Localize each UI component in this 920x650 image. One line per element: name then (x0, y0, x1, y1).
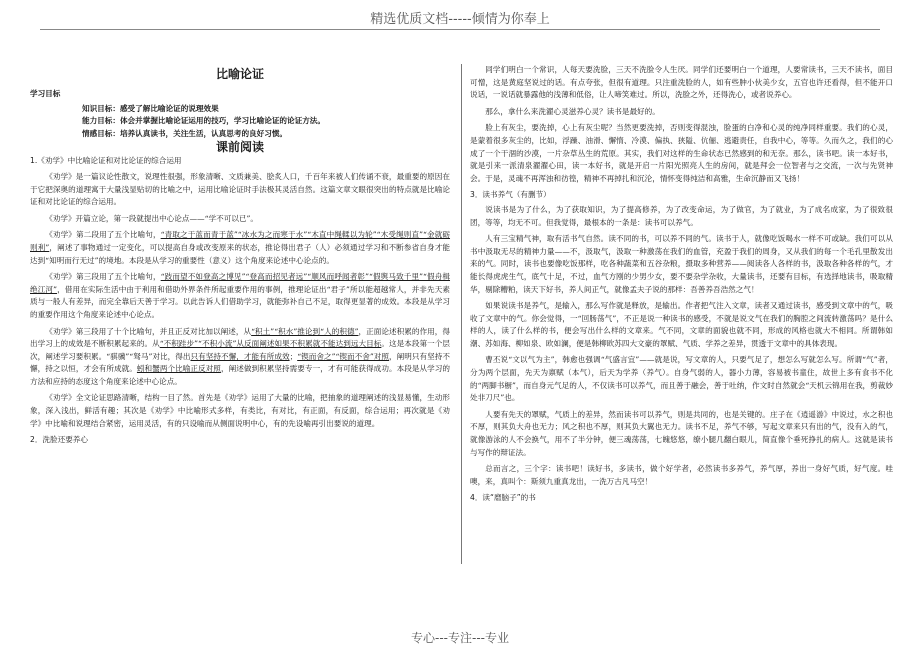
underlined-text: “青取之于蓝而青于蓝”“冰水为之而寒于水”“木直中绳輮以为轮”“木受绳则直”“金就砺则利” (30, 230, 451, 252)
preread-title: 课前阅读 (215, 140, 264, 155)
paragraph: 《劝学》开篇立论，第一段就提出中心论点——“学不可以已”。 (45, 213, 258, 223)
section-4-heading: 4．读“磨脑子”的书 (470, 493, 536, 503)
underlined-text: “不积跬步”“不积小流”从反面阐述如果不积累就不能达到远大目标 (159, 339, 382, 349)
paragraph: 总而言之，三个字：读书吧！读好书，多读书，做个好学者，必然读书多养气，养气厚，养出一身好气质，好气度。哇噢，来，真叫个：斯须九重真龙出，一洗万古凡马空！ (470, 464, 893, 486)
column-divider (461, 64, 462, 564)
paragraph: 《劝学》第三段用了十个比喻句，并且正反对比加以阐述，从“积土”“积水”推论到“人的积德”，正面论述积累的作用，得出学习上的成效是不断积累起来的。从“不积跬步”“不积小流”从反面阐述如果不积累就不能达到远大目标。这是本段第一个层次，阐述学习要积累。“骐骥”“驽马”对比，得出只有坚持不懈，才能有所成效；“锲而舍之”“锲而不舍”对照，阐明只有坚持不懈，持之以恒，才会有所成就。蚓和蟹两个比喻正反对照，阐述做到积累坚持需要专一，才有可能获得成功。本段是从学习的方法和应持的态度这个角度来论述中心论点。 (30, 326, 451, 386)
paragraph: 那么，拿什么来洗濯心灵滋养心灵？读书是最好的。 (485, 106, 660, 116)
paragraph: 曹丕说“文以气为主”，韩愈也强调“气盛言宜”——就是说，写文章的人，只要气足了，想怎么写就怎么写。所谓“气”者，分为两个层面，先天为禀赋（本气），后天为学养（养气）。自身气弱的人，器小力薄，容易被书童住，故世上多有食书不化的“两脚书橱”，而自身元气足的人，不仅读书可以养气，而且善于融会，善于吐纳，作文时自然就会“天机云锦用在我，剪裁妙处非刀尺”也。 (470, 355, 893, 403)
underlined-text: 蚓和蟹两个比喻正反对照 (136, 364, 221, 374)
paragraph: 《劝学》全文论证思路清晰，结构一目了然。首先是《劝学》运用了大量的比喻，把抽象的道理阐述的浅显易懂，生动形象，深入浅出，鲜活有趣；其次是《劝学》中比喻形式多样，有类比，有对比，有正面，有反面，综合运用；再次就是《劝学》中比喻和说理结合紧密，运用灵活，有的只设喻而从侧面说明中心，有的先设喻再引出要说的道理。 (30, 393, 450, 428)
objectives-heading: 学习目标 (30, 89, 61, 98)
left-column (30, 64, 450, 449)
page-header: 精选优质文档-----倾情为你奉上 (370, 12, 550, 27)
header-rule (40, 29, 880, 30)
right-column (470, 64, 893, 507)
underlined-text: “跂而望不如登高之博见”“登高而招见者远”“顺风而呼闻者彰”“假舆马致千里”“假舟楫绝江河” (30, 272, 451, 294)
paragraph: 如果说读书是养气，是输入，那么写作就是释放，是输出。作者把气注入文章，读者又通过读书，感受到文章中的气，吸收了文章中的气。你会觉得，一“回肠荡气”，不正是说一种读书的感受，不就是说文气在我们的胸腔之间流转激荡吗？是什么样的人，读了什么样的书，便会写出什么样的文章来。气不同，文章的面貌也就不同，形成的风格也就大不相同。所谓韩如潮、苏如海、柳如泉、欧如澜，便是韩柳欧苏四大文豪的罩赋、气质、学养之差异，贯透于文章中的具体表现。 (470, 301, 893, 348)
page-footer: 专心---专注---专业 (411, 631, 509, 645)
paragraph: 《劝学》第三段用了五个比喻句，“跂而望不如登高之博见”“登高而招见者远”“顺风而呼闻者彰”“假舆马致千里”“假舟楫绝江河”，借用在实际生活中由于利用和借助外界条件所起重要作用的事例，推理论证出“君子”所以能超越常人，并非先天素质与一般人有差异，而完全靠后天善于学习。以此告诉人们借助学习，就能弥补自己不足，取得更显著的成效。本段是从学习的重要作用这个角度来论述中心论点。 (30, 272, 451, 319)
goal-emotion: 情感目标：培养认真读书，关注生活，认真思考的良好习惯。 (82, 128, 288, 138)
section-1-heading: 1.《劝学》中比喻论证和对比论证的综合运用 (30, 156, 182, 166)
paragraph: 脸上有灰尘，要洗掉，心上有灰尘呢？当然更要洗掉，否则变得混浊，脸蛋的白净和心灵的纯净同样重要。我们的心灵，是蒙着很多灰尘的，比如，浮躁、油滑、懈惰、冷漠、偏执、狭隘、伉俪、逃避责任，自我中心，等等。久而久之，我们的心成了一个干涸的沙漠，一片杂草丛生的荒原。其实，我们对这样的生命状态已然感到的和无奈。那么，读书吧。读一本好书，就是引来一派清泉濯濯心田，读一本好书，就是开启一片阳光照亮人生的房间，就是拜会一位智者与之交流，一次与先贤神会。于是，灵魂不再浑浊和彷徨，精神不再掉扎和沉沦，情怀变得纯洁和高雅，生命沉静而又飞扬！ (470, 123, 893, 183)
paragraph: 说读书是为了什么，为了获取知识，为了提高修养，为了改变命运，为了做官，为了就业，为了成名成家，为了很致很团，等等，均无不可。但我觉得，最根本的一条是：读书可以养气。 (470, 204, 893, 227)
paragraph: 《劝学》是一篇议论性散文，说理性很强，形象清晰、文质兼美、脍炙人口，千百年来被人们传诵不衰，最重要的原因在于它把深奥的道理寓于大量浅显贴切的比喻之中，运用比喻论证时手法极其灵活自然。这篇文章文眼很突出的特点就是比喻论证和对比论证的综合运用。 (30, 171, 450, 207)
doc-title: 比喻论证 (215, 67, 264, 81)
underlined-text: 只有坚持不懈，才能有所成效 (190, 351, 290, 361)
goals-list (30, 103, 450, 141)
paragraph: 《劝学》第二段用了五个比喻句，“青取之于蓝而青于蓝”“冰水为之而寒于水”“木直中绳輮以为轮”“木受绳则直”“金就砺则利”，阐述了事物通过一定变化，可以提高自身或改变原来的状态，推论得出君子（人）必须通过学习和不断参省自身才能达到“知明而行无过”的境地。本段是从学习的重要性（意义）这个角度来论述中心论点的。 (30, 230, 451, 265)
underlined-text: “积土”“积水”推论到“人的积德” (251, 326, 359, 336)
section-2-heading: 2．洗脸还要养心 (30, 435, 88, 445)
section-3-heading: 3．读书养气（有删节） (470, 190, 551, 200)
underlined-text: “锲而舍之”“锲而不舍”对照 (297, 351, 390, 361)
paragraph: 人要有先天的罩赋，气质上的差异，然而读书可以养气，则是共同的，也是关键的。庄子在《逍遥游》中说过，水之积也不厚，则其负大舟也无力；风之积也不厚，则其负大翼也无力。读书不足，养气不够，写起文章来只有出的气，没有入的气，就像游泳的人不会换气，用不了半分钟，便三魂荡荡，七魄悠悠，缭小腿几翻白眼儿，简直像个垂死挣扎的病人。这就是读书与写作的辩证法。 (470, 409, 893, 457)
paragraph: 同学们明白一个常识，人每天要洗脸，三天不洗脸令人生厌。同学们还要明白一个道理，人要常读书，三天不读书，面目可憎，这是黄庭坚说过的话。有点夸张，但很有道理。只注重洗脸的人，如有些肿小伙美少女，五官也许还看得，但不能开口说话，一说话就暴露他的浅薄和低俗，让人啼笑难过。所以，洗脸之外，还得洗心，或者说养心。 (470, 65, 893, 100)
paragraph: 人有三宝精气神，取有活书气自然。读不同的书，可以养不同的气。读书于人，就像吃饭喝水一样不可或缺。我们可以从书中汲取无尽的精神力量——不，汲取气，汲取一种激荡在我们的血管，充盈于我们的周身，又从我们的每一个毛孔里散发出来的气。同时，读书也要像吃饭那样，吃各种蔬菜和五谷杂粮，摄取多种营养——阅读各人各样的书，汲取各种各样的气，才能长得虎虎生气，底气十足，不过，血气方刚的少男少女，要不要杂学杂收，大量读书，还要有目标，有选择地读书，吸取精华，剔除糟粕，读天下好书，养人间正气，就像孟夫子说的那样：吾善养吾浩然之气！ (470, 234, 893, 294)
goal-knowledge: 知识目标：感受了解比喻论证的说理效果 (82, 103, 219, 113)
goal-ability: 能力目标：体会并掌握比喻论证运用的技巧，学习比喻论证的论证方法。 (82, 116, 325, 126)
